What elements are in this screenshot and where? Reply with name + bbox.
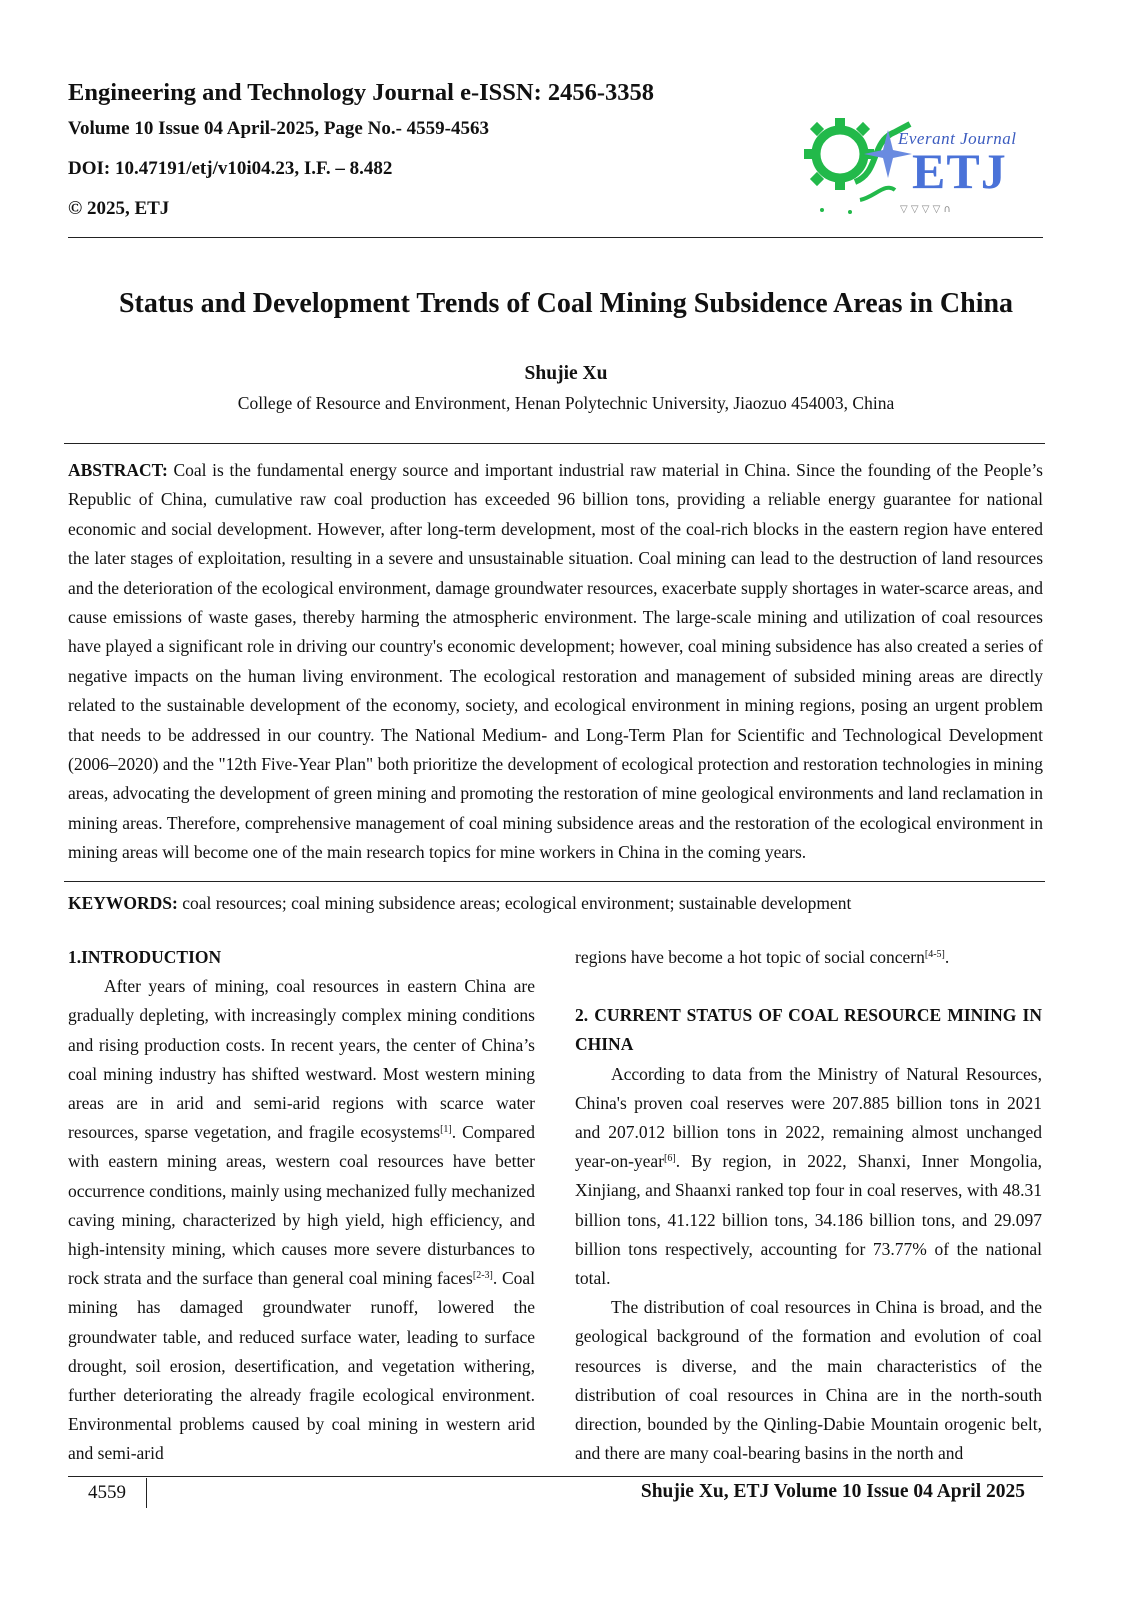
section2-text-a: According to data from the Ministry of Natural Resources, China's proven coal reserves were 207.885 billion tons in 2021 and 207.012 billion tons in 2022, remaining almost unchanged year-on-year [575, 1063, 1042, 1172]
abstract-top-rule [64, 443, 1045, 444]
abstract-bottom-rule [64, 881, 1045, 882]
citation-ref: [6] [664, 1153, 676, 1165]
section1-paragraph [68, 972, 535, 1468]
section1-text-e: . [944, 947, 950, 967]
abstract-label: ABSTRACT: [68, 460, 168, 480]
svg-text:▽ ▽ ▽ ▽ ∩: ▽ ▽ ▽ ▽ ∩ [900, 204, 951, 215]
keywords-label: KEYWORDS: [68, 893, 178, 913]
section2-heading: 2. CURRENT STATUS OF COAL RESOURCE MINING IN CHINA [575, 1005, 1042, 1055]
right-column [575, 943, 1042, 1468]
keywords-text: coal resources; coal mining subsidence areas; ecological environment; sustainable development [182, 893, 852, 913]
section1-continued [575, 943, 1042, 972]
section1-text-a: After years of mining, coal resources in eastern China are gradually depleting, with increasingly complex mining conditions and rising production costs. In recent years, the center of China’s coal mining industry has shifted westward. Most western mining areas are in arid and semi-arid regions with scarce water resources, sparse vegetation, and fragile ecosystems [68, 976, 535, 1143]
page-number: 4559 [88, 1482, 126, 1503]
journal-issn-line: Engineering and Technology Journal e-ISSN: 2456-3358 [68, 79, 655, 106]
paper-title: Status and Development Trends of Coal Mining Subsidence Areas in China [118, 288, 1014, 319]
abstract [68, 456, 1043, 868]
volume-line: Volume 10 Issue 04 April-2025, Page No.- 4559-4563 [68, 118, 489, 139]
left-column [68, 943, 535, 1469]
etj-logo [800, 112, 1020, 222]
section2-paragraph-2: The distribution of coal resources in China is broad, and the geological background of the formation and evolution of coal resources is diverse, and the main characteristics of the distribution of coal resources in China are in the north-south direction, bounded by the Qinling-Dabie Mountain orogenic belt, and there are many coal-bearing basins in the north and [575, 1297, 1042, 1464]
section2-paragraph-1 [575, 1060, 1042, 1294]
header-rule [68, 237, 1043, 238]
citation-ref: [1] [440, 1124, 452, 1136]
citation-ref: [2-3] [472, 1270, 493, 1282]
citation-ref: [4-5] [924, 949, 945, 960]
logo-journal-text: Everant Journal [898, 129, 1017, 148]
copyright-line: © 2025, ETJ [68, 198, 170, 219]
footer-citation: Shujie Xu, ETJ Volume 10 Issue 04 April 2025 [640, 1481, 1025, 1502]
section1-text-d: regions have become a hot topic of social concern [575, 947, 925, 967]
keywords [68, 893, 1043, 914]
section1-heading: 1.INTRODUCTION [68, 947, 222, 967]
section1-text-b: . Compared with eastern mining areas, western coal resources have better occurrence conditions, mainly using mechanized fully mechanized caving mining, characterized by high yield, high efficiency, and high-intensity mining, which causes more severe disturbances to rock strata and the surface than general coal mining faces [68, 1122, 535, 1289]
journal-header [68, 78, 654, 237]
logo-etj-text: ETJ [912, 143, 1007, 199]
doi-line: DOI: 10.47191/etj/v10i04.23, I.F. – 8.482 [68, 158, 393, 179]
section2-text-b: . By region, in 2022, Shanxi, Inner Mongolia, Xinjiang, and Shaanxi ranked top four in coal reserves, with 48.31 billion tons, 41.122 billion tons, 34.186 billion tons, and 29.097 billion tons respectively, accounting for 73.77% of the national total. [575, 1151, 1042, 1289]
abstract-text: Coal is the fundamental energy source and important industrial raw material in China. Since the founding of the People’s Republic of China, cumulative raw coal production has exceeded 96 billion tons, providing a reliable energy guarantee for national economic and social development. However, after long-term development, most of the coal-rich blocks in the eastern region have entered the later stages of exploitation, resulting in a severe and unsustainable situation. Coal mining can lead to the destruction of land resources and the deterioration of the ecological environment, damage groundwater resources, exacerbate supply shortages in water-scarce areas, and cause emissions of waste gases, thereby harming the atmospheric environment. The large-scale mining and utilization of coal resources have played a significant role in driving our country's economic development; however, coal mining subsidence has also created a series of negative impacts on the human living environment. The ecological restoration and management of subsided mining areas are directly related to the sustainable development of the economy, society, and ecological environment in mining regions, posing an urgent problem that needs to be addressed in our country. The National Medium- and Long-Term Plan for Scientific and Technological Development (2006–2020) and the "12th Five-Year Plan" both prioritize the development of ecological protection and restoration technologies in mining areas, advocating the development of green mining and promoting the restoration of mine geological environments and land reclamation in mining areas. Therefore, comprehensive management of coal mining subsidence areas and the restoration of the ecological environment in mining areas will become one of the main research topics for mine workers in China in the coming years. [68, 460, 1043, 863]
section1-text-c: . Coal mining has damaged groundwater runoff, lowered the groundwater table, and reduced surface water, leading to surface drought, soil erosion, desertification, and vegetation withering, further deteriorating the already fragile ecological environment. Environmental problems caused by coal mining in western arid and semi-arid [68, 1268, 535, 1464]
author-name: Shujie Xu [524, 363, 608, 384]
author-affiliation: College of Resource and Environment, Henan Polytechnic University, Jiaozuo 454003, China [237, 393, 895, 413]
footer-separator [146, 1478, 147, 1508]
footer-rule [68, 1476, 1043, 1477]
